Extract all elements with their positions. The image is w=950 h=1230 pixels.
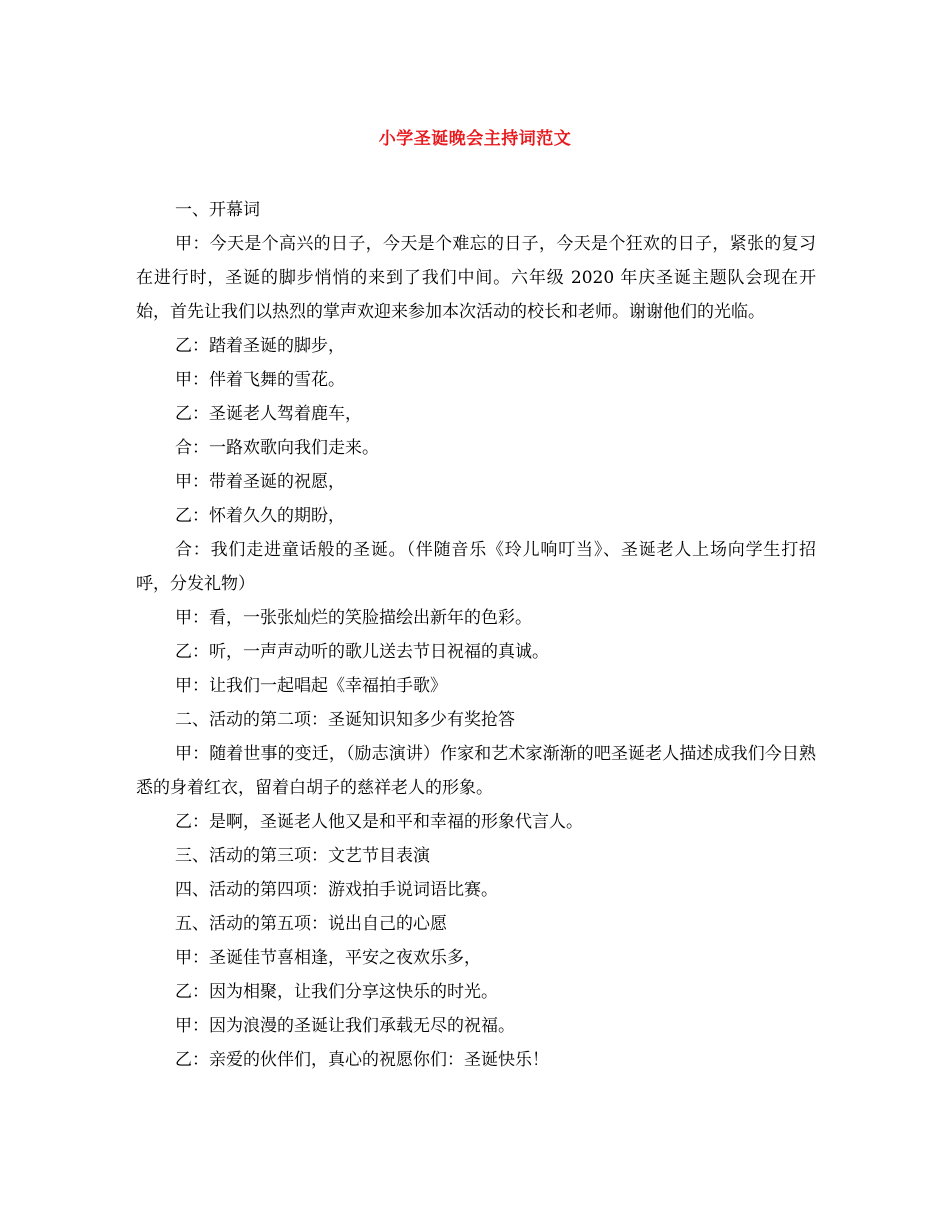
paragraph: 甲：伴着飞舞的雪花。 [175, 370, 345, 390]
paragraph: 合：我们走进童话般的圣诞。（伴随音乐《玲儿响叮当》、圣诞老人上场向学生打招呼，分发礼物） [136, 540, 816, 594]
paragraph: 乙：是啊，圣诞老人他又是和平和幸福的形象代言人。 [175, 812, 583, 832]
paragraph: 甲：让我们一起唱起《幸福拍手歌》 [175, 676, 447, 696]
paragraph: 乙：踏着圣诞的脚步， [175, 336, 345, 356]
paragraph-heading: 一、开幕词 [175, 200, 260, 220]
document-title: 小学圣诞晚会主持词范文 [378, 129, 572, 149]
paragraph: 乙：因为相聚，让我们分享这快乐的时光。 [175, 982, 498, 1002]
paragraph: 甲：随着世事的变迁，（励志演讲）作家和艺术家渐渐的吧圣诞老人描述成我们今日熟悉的身着红衣，留着白胡子的慈祥老人的形象。 [136, 744, 816, 798]
paragraph: 乙：圣诞老人驾着鹿车， [175, 404, 362, 424]
paragraph-heading: 三、活动的第三项：文艺节目表演 [175, 846, 430, 866]
paragraph: 乙：亲爱的伙伴们，真心的祝愿你们：圣诞快乐！ [175, 1050, 549, 1070]
paragraph: 甲：带着圣诞的祝愿， [175, 472, 345, 492]
paragraph: 甲：看，一张张灿烂的笑脸描绘出新年的色彩。 [175, 608, 532, 628]
paragraph: 乙：听，一声声动听的歌儿送去节日祝福的真诚。 [175, 642, 549, 662]
paragraph: 甲：今天是个高兴的日子，今天是个难忘的日子，今天是个狂欢的日子，紧张的复习在进行时，圣诞的脚步悄悄的来到了我们中间。六年级 2020 年庆圣诞主题队会现在开始，首先让我们以热烈的掌声欢迎来参加本次活动的校长和老师。谢谢他们的光临。 [136, 234, 816, 322]
paragraph: 合：一路欢歌向我们走来。 [175, 438, 379, 458]
document-body [136, 193, 816, 1077]
paragraph: 乙：怀着久久的期盼， [175, 506, 345, 526]
paragraph-heading: 二、活动的第二项：圣诞知识知多少有奖抢答 [175, 710, 515, 730]
paragraph: 甲：因为浪漫的圣诞让我们承载无尽的祝福。 [175, 1016, 515, 1036]
paragraph-heading: 四、活动的第四项：游戏拍手说词语比赛。 [175, 880, 498, 900]
paragraph: 甲：圣诞佳节喜相逢，平安之夜欢乐多， [175, 948, 481, 968]
paragraph-heading: 五、活动的第五项：说出自己的心愿 [175, 914, 447, 934]
